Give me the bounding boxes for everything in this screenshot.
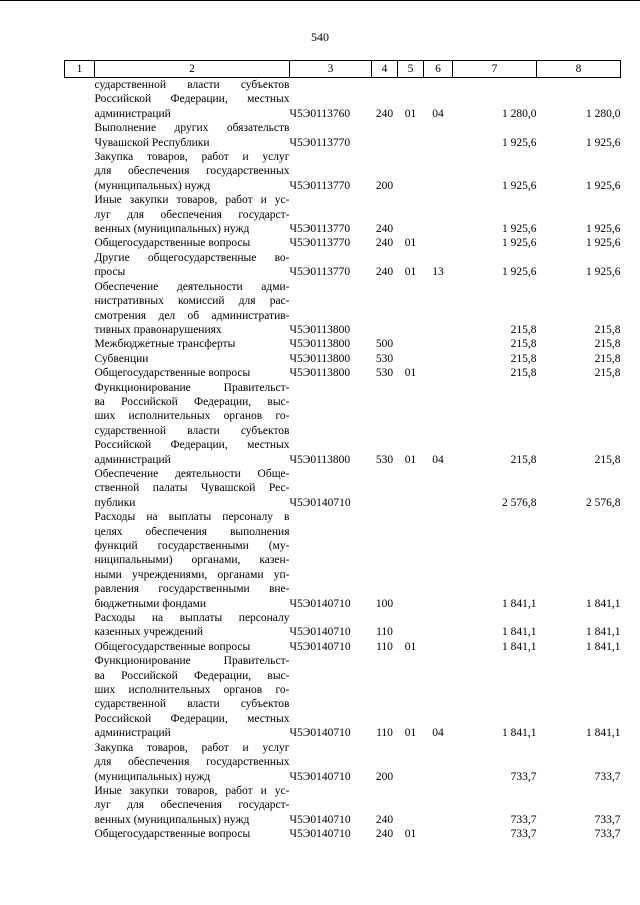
section-cell xyxy=(398,352,424,366)
row-index-cell xyxy=(65,352,95,366)
description-line: Обеспечение деятельности адми- xyxy=(94,280,290,293)
col-header-5: 5 xyxy=(398,61,424,78)
table-row xyxy=(65,467,621,510)
description-line: Общегосударственные вопросы xyxy=(94,828,251,841)
row-index-cell xyxy=(65,78,95,122)
description-line: для обеспечения государственных xyxy=(94,756,290,769)
table-row xyxy=(65,640,621,654)
page-top-rule xyxy=(0,0,640,1)
subsection-cell xyxy=(424,352,453,366)
row-index-cell xyxy=(65,366,95,380)
amount-col7-cell: 1 280,0 xyxy=(502,107,537,120)
row-description-cell xyxy=(95,352,290,366)
row-index-cell xyxy=(65,337,95,351)
description-line: Российской Федерации, местных xyxy=(94,93,290,106)
description-line: Закупка товаров, работ и услуг xyxy=(94,741,290,754)
row-description-cell xyxy=(95,193,290,236)
description-line: ва Российской Федерации, выс- xyxy=(94,669,290,682)
target-article-code-cell: Ч5Э0140710 xyxy=(289,597,351,610)
description-line: для обеспечения государственных xyxy=(94,165,290,178)
amount-col7-cell: 1 925,6 xyxy=(502,136,537,149)
row-index-cell xyxy=(65,121,95,150)
expense-type-cell xyxy=(372,280,398,338)
row-index-cell xyxy=(65,654,95,740)
row-index-cell xyxy=(65,150,95,193)
row-description-cell xyxy=(95,150,290,193)
description-line: публики xyxy=(94,496,136,509)
section-cell xyxy=(398,193,424,236)
row-index-cell xyxy=(65,236,95,250)
description-line: Российской Федерации, местных xyxy=(94,439,290,452)
row-description-cell xyxy=(95,236,290,250)
target-article-code-cell: Ч5Э0113770 xyxy=(289,266,351,279)
expense-type-cell: 200 xyxy=(375,770,394,783)
amount-col8-cell: 733,7 xyxy=(594,828,621,841)
description-line: Российской Федерации, местных xyxy=(94,712,290,725)
target-article-code-cell: Ч5Э0113800 xyxy=(289,352,351,365)
row-description-cell xyxy=(95,784,290,827)
row-description-cell xyxy=(95,121,290,150)
target-article-code-cell: Ч5Э0113770 xyxy=(289,179,351,192)
row-index-cell xyxy=(65,827,95,841)
expense-type-cell: 110 xyxy=(376,640,393,653)
expense-type-cell: 240 xyxy=(375,107,394,120)
description-line: Иные закупки товаров, работ и ус- xyxy=(94,784,290,797)
subsection-cell xyxy=(424,741,453,784)
subsection-cell xyxy=(424,337,453,351)
description-line: луг для обеспечения государст- xyxy=(94,208,290,221)
amount-col7-cell: 215,8 xyxy=(510,367,537,380)
amount-col7-cell: 1 841,1 xyxy=(502,597,537,610)
amount-col8-cell: 1 925,6 xyxy=(586,179,621,192)
section-cell xyxy=(398,337,424,351)
table-header-row xyxy=(65,61,621,78)
amount-col8-cell: 215,8 xyxy=(594,367,621,380)
expense-type-cell: 240 xyxy=(375,266,394,279)
target-article-code-cell: Ч5Э0113770 xyxy=(289,237,351,250)
subsection-cell xyxy=(424,366,453,380)
subsection-cell: 04 xyxy=(432,453,444,466)
expense-type-cell: 240 xyxy=(375,223,394,236)
amount-col7-cell: 1 841,1 xyxy=(502,727,537,740)
description-line: Общегосударственные вопросы xyxy=(94,367,251,380)
table-row xyxy=(65,280,621,338)
row-index-cell xyxy=(65,611,95,640)
section-cell xyxy=(398,510,424,611)
description-line: нистративных комиссий для рас- xyxy=(94,295,290,308)
expense-type-cell: 240 xyxy=(375,237,394,250)
row-index-cell xyxy=(65,784,95,827)
page-number: 540 xyxy=(311,30,329,44)
amount-col8-cell: 215,8 xyxy=(594,338,621,351)
table-row xyxy=(65,78,621,122)
table-row xyxy=(65,827,621,841)
subsection-cell xyxy=(424,236,453,250)
target-article-code-cell: Ч5Э0140710 xyxy=(289,626,351,639)
row-index-cell xyxy=(65,741,95,784)
target-article-code-cell: Ч5Э0113800 xyxy=(289,323,351,336)
description-line: администраций xyxy=(94,453,171,466)
row-index-cell xyxy=(65,280,95,338)
target-article-code-cell: Ч5Э0113770 xyxy=(289,136,351,149)
section-cell: 01 xyxy=(404,266,417,279)
row-description-cell xyxy=(95,654,290,740)
description-line: Выполнение других обязательств xyxy=(94,122,290,135)
target-article-code-cell: Ч5Э0113800 xyxy=(289,338,351,351)
description-line: Расходы на выплаты персоналу xyxy=(94,612,290,625)
description-line: Расходы на выплаты персоналу в xyxy=(94,511,290,524)
description-line: венных (муниципальных) нужд xyxy=(94,223,250,236)
section-cell: 01 xyxy=(404,828,417,841)
table-row xyxy=(65,510,621,611)
section-cell: 01 xyxy=(404,640,417,653)
row-index-cell xyxy=(65,193,95,236)
description-line: Функционирование Правительст- xyxy=(94,655,290,668)
table-body xyxy=(65,78,621,842)
amount-col8-cell: 1 925,6 xyxy=(586,136,621,149)
expense-type-cell: 110 xyxy=(376,626,393,639)
amount-col8-cell: 1 841,1 xyxy=(586,640,621,653)
table-row xyxy=(65,784,621,827)
amount-col7-cell: 2 576,8 xyxy=(502,496,537,509)
amount-col8-cell: 1 925,6 xyxy=(586,223,621,236)
amount-col7-cell: 1 925,6 xyxy=(502,223,537,236)
row-description-cell xyxy=(95,510,290,611)
target-article-code-cell: Ч5Э0113800 xyxy=(289,367,351,380)
row-index-cell xyxy=(65,381,95,467)
row-description-cell xyxy=(95,280,290,338)
amount-col8-cell: 1 841,1 xyxy=(586,727,621,740)
row-description-cell xyxy=(95,251,290,280)
description-line: луг для обеспечения государст- xyxy=(94,799,290,812)
row-description-cell xyxy=(95,366,290,380)
section-cell xyxy=(398,467,424,510)
table-row xyxy=(65,611,621,640)
subsection-cell xyxy=(424,611,453,640)
expense-type-cell xyxy=(372,467,398,510)
target-article-code-cell: Ч5Э0140710 xyxy=(289,496,351,509)
section-cell: 01 xyxy=(404,237,417,250)
target-article-code-cell: Ч5Э0140710 xyxy=(289,828,351,841)
amount-col7-cell: 1 841,1 xyxy=(502,640,537,653)
amount-col8-cell: 1 925,6 xyxy=(586,266,621,279)
row-description-cell xyxy=(95,467,290,510)
subsection-cell: 04 xyxy=(432,727,444,740)
row-description-cell xyxy=(95,741,290,784)
row-description-cell xyxy=(95,78,290,122)
subsection-cell xyxy=(424,640,453,654)
description-line: Функционирование Правительст- xyxy=(94,381,290,394)
description-line: администраций xyxy=(94,727,171,740)
col-header-1: 1 xyxy=(65,61,95,78)
col-header-3: 3 xyxy=(290,61,372,78)
amount-col7-cell: 215,8 xyxy=(510,453,537,466)
expense-type-cell: 500 xyxy=(375,338,394,351)
row-index-cell xyxy=(65,251,95,280)
description-line: Чувашской Республики xyxy=(94,136,210,149)
amount-col8-cell: 215,8 xyxy=(594,352,621,365)
amount-col8-cell: 1 925,6 xyxy=(586,237,621,250)
row-index-cell xyxy=(65,640,95,654)
amount-col7-cell: 215,8 xyxy=(510,323,537,336)
expense-type-cell xyxy=(372,121,398,150)
amount-col8-cell: 733,7 xyxy=(594,770,621,783)
amount-col7-cell: 733,7 xyxy=(510,770,537,783)
subsection-cell xyxy=(424,121,453,150)
amount-col7-cell: 215,8 xyxy=(510,338,537,351)
row-description-cell xyxy=(95,827,290,841)
row-description-cell xyxy=(95,640,290,654)
description-line: ва Российской Федерации, выс- xyxy=(94,395,290,408)
amount-col8-cell: 1 280,0 xyxy=(586,107,621,120)
amount-col7-cell: 215,8 xyxy=(510,352,537,365)
amount-col7-cell: 733,7 xyxy=(510,828,537,841)
table-row xyxy=(65,381,621,467)
section-cell: 01 xyxy=(404,453,417,466)
table-row xyxy=(65,150,621,193)
description-line: Общегосударственные вопросы xyxy=(94,237,251,250)
description-line: сударственной власти субъектов xyxy=(94,698,290,711)
description-line: ными учреждениями, органами уп- xyxy=(94,568,290,581)
section-cell xyxy=(398,121,424,150)
description-line: целях обеспечения выполнения xyxy=(94,525,290,538)
section-cell xyxy=(398,784,424,827)
amount-col7-cell: 733,7 xyxy=(510,813,537,826)
col-header-2: 2 xyxy=(95,61,290,78)
target-article-code-cell: Ч5Э0113760 xyxy=(289,107,351,120)
description-line: сударственной власти субъектов xyxy=(94,79,290,91)
amount-col7-cell: 1 925,6 xyxy=(502,237,537,250)
amount-col8-cell: 733,7 xyxy=(594,813,621,826)
description-line: (муниципальных) нужд xyxy=(94,179,211,192)
target-article-code-cell: Ч5Э0140710 xyxy=(289,640,351,653)
description-line: Субвенции xyxy=(94,352,149,365)
expense-type-cell: 200 xyxy=(375,179,394,192)
description-line: Другие общегосударственные во- xyxy=(94,251,290,264)
section-cell xyxy=(398,150,424,193)
amount-col8-cell: 1 841,1 xyxy=(586,597,621,610)
amount-col8-cell: 1 841,1 xyxy=(586,626,621,639)
section-cell xyxy=(398,611,424,640)
subsection-cell xyxy=(424,510,453,611)
description-line: Обеспечение деятельности Обще- xyxy=(94,467,290,480)
col-header-6: 6 xyxy=(424,61,453,78)
description-line: ших исполнительных органов го- xyxy=(94,410,290,423)
description-line: Межбюджетные трансферты xyxy=(94,338,236,351)
row-index-cell xyxy=(65,510,95,611)
row-description-cell xyxy=(95,611,290,640)
subsection-cell xyxy=(424,280,453,338)
table-row xyxy=(65,741,621,784)
table-row xyxy=(65,337,621,351)
subsection-cell xyxy=(424,467,453,510)
col-header-7: 7 xyxy=(453,61,537,78)
section-cell xyxy=(398,280,424,338)
expense-type-cell: 530 xyxy=(375,453,394,466)
target-article-code-cell: Ч5Э0140710 xyxy=(289,770,351,783)
amount-col7-cell: 1 925,6 xyxy=(502,179,537,192)
description-line: функций государственными (му- xyxy=(94,540,290,552)
expense-type-cell: 240 xyxy=(375,813,394,826)
table-row xyxy=(65,193,621,236)
description-line: Закупка товаров, работ и услуг xyxy=(94,151,290,164)
table-row xyxy=(65,121,621,150)
amount-col8-cell: 215,8 xyxy=(594,323,621,336)
row-description-cell xyxy=(95,337,290,351)
table-row xyxy=(65,236,621,250)
expense-type-cell: 530 xyxy=(375,367,394,380)
description-line: (муниципальных) нужд xyxy=(94,770,211,783)
amount-col7-cell: 1 925,6 xyxy=(502,266,537,279)
description-line: просы xyxy=(94,266,126,279)
row-description-cell xyxy=(95,381,290,467)
section-cell: 01 xyxy=(404,107,417,120)
description-line: равления государственными вне- xyxy=(94,583,290,596)
col-header-4: 4 xyxy=(372,61,398,78)
expense-type-cell: 530 xyxy=(375,352,394,365)
subsection-cell xyxy=(424,784,453,827)
target-article-code-cell: Ч5Э0140710 xyxy=(289,727,351,740)
table-row xyxy=(65,366,621,380)
table-row xyxy=(65,654,621,740)
description-line: ших исполнительных органов го- xyxy=(94,684,290,697)
budget-table xyxy=(64,60,621,842)
description-line: тивных правонарушениях xyxy=(94,323,222,336)
description-line: казенных учреждений xyxy=(94,626,204,639)
description-line: ниципальными) органами, казен- xyxy=(94,554,290,567)
subsection-cell xyxy=(424,193,453,236)
description-line: ственной палаты Чувашской Рес- xyxy=(94,482,290,495)
description-line: администраций xyxy=(94,107,171,120)
section-cell: 01 xyxy=(404,367,417,380)
amount-col8-cell: 2 576,8 xyxy=(586,496,621,509)
target-article-code-cell: Ч5Э0113770 xyxy=(289,223,351,236)
row-index-cell xyxy=(65,467,95,510)
section-cell: 01 xyxy=(404,727,417,740)
section-cell xyxy=(398,741,424,784)
table-row xyxy=(65,352,621,366)
description-line: сударственной власти субъектов xyxy=(94,424,290,437)
target-article-code-cell: Ч5Э0113800 xyxy=(289,453,351,466)
expense-type-cell: 100 xyxy=(375,597,394,610)
target-article-code-cell: Ч5Э0140710 xyxy=(289,813,351,826)
col-header-8: 8 xyxy=(537,61,621,78)
description-line: Иные закупки товаров, работ и ус- xyxy=(94,194,290,207)
description-line: бюджетными фондами xyxy=(94,597,207,610)
amount-col7-cell: 1 841,1 xyxy=(502,626,537,639)
table-row xyxy=(65,251,621,280)
description-line: смотрения дел об административ- xyxy=(94,309,290,322)
expense-type-cell: 110 xyxy=(376,727,393,740)
subsection-cell xyxy=(424,827,453,841)
subsection-cell: 13 xyxy=(432,266,444,279)
subsection-cell: 04 xyxy=(432,107,444,120)
expense-type-cell: 240 xyxy=(375,828,394,841)
description-line: венных (муниципальных) нужд xyxy=(94,813,250,826)
subsection-cell xyxy=(424,150,453,193)
amount-col8-cell: 215,8 xyxy=(594,453,621,466)
description-line: Общегосударственные вопросы xyxy=(94,640,251,653)
